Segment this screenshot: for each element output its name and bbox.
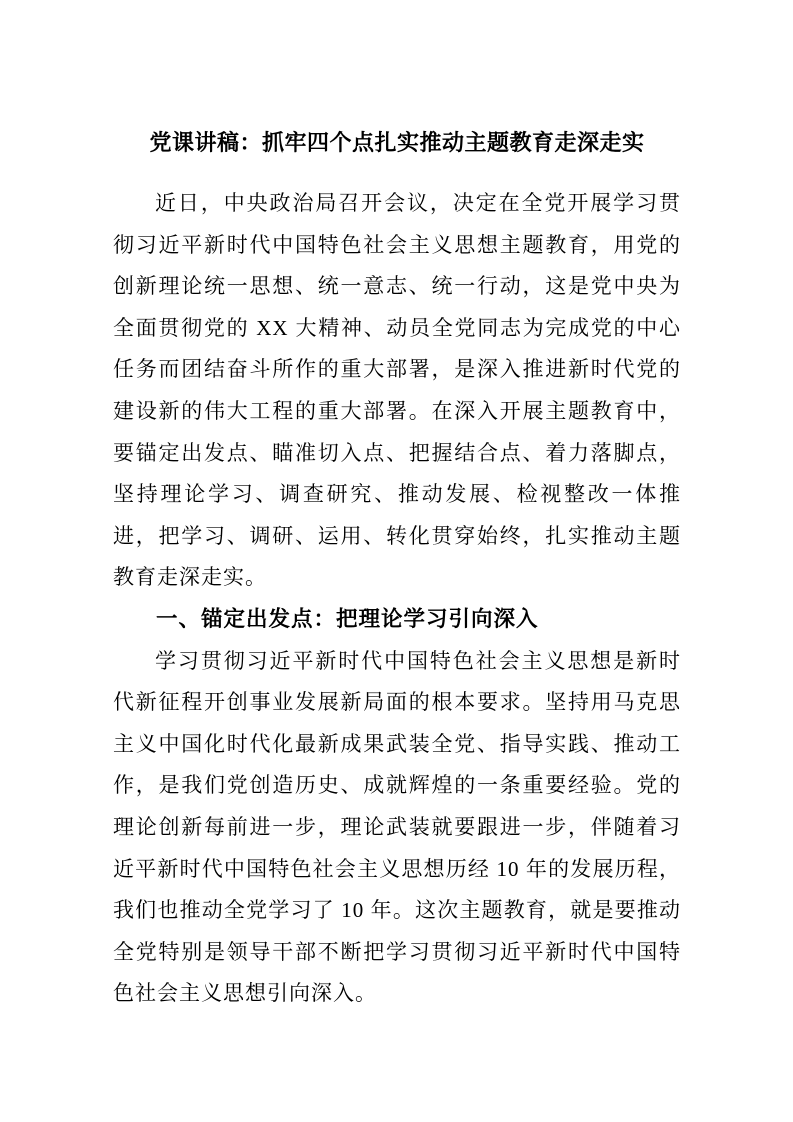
section-heading-1: 一、锚定出发点：把理论学习引向深入 [156, 606, 539, 631]
paragraph-intro: 近日，中央政治局召开会议，决定在全党开展学习贯彻习近平新时代中国特色社会主义思想主题教育，用党的创新理论统一思想、统一意志、统一行动，这是党中央为全面贯彻党的 XX 大精神、动员全党同志为完成党的中心任务而团结奋斗所作的重大部署，是深入推进新时代党的建设新的伟大工程的重大部署。在深入开展主题教育中，要锚定出发点、瞄准切入点、把握结合点、着力落脚点，坚持理论学习、调查研究、推动发展、检视整改一体推进，把学习、调研、运用、转化贯穿始终，扎实推动主题教育走深走实。 [113, 191, 681, 590]
document-title: 党课讲稿：抓牢四个点扎实推动主题教育走深走实 [149, 130, 645, 155]
document-content [113, 122, 681, 1015]
paragraph-section-1: 学习贯彻习近平新时代中国特色社会主义思想是新时代新征程开创事业发展新局面的根本要求。坚持用马克思主义中国化时代化最新成果武装全党、指导实践、推动工作，是我们党创造历史、成就辉煌的一条重要经验。党的理论创新每前进一步，理论武装就要跟进一步，伴随着习近平新时代中国特色社会主义思想历经 10 年的发展历程，我们也推动全党学习了 10 年。这次主题教育，就是要推动全党特别是领导干部不断把学习贯彻习近平新时代中国特色社会主义思想引向深入。 [113, 648, 681, 1006]
